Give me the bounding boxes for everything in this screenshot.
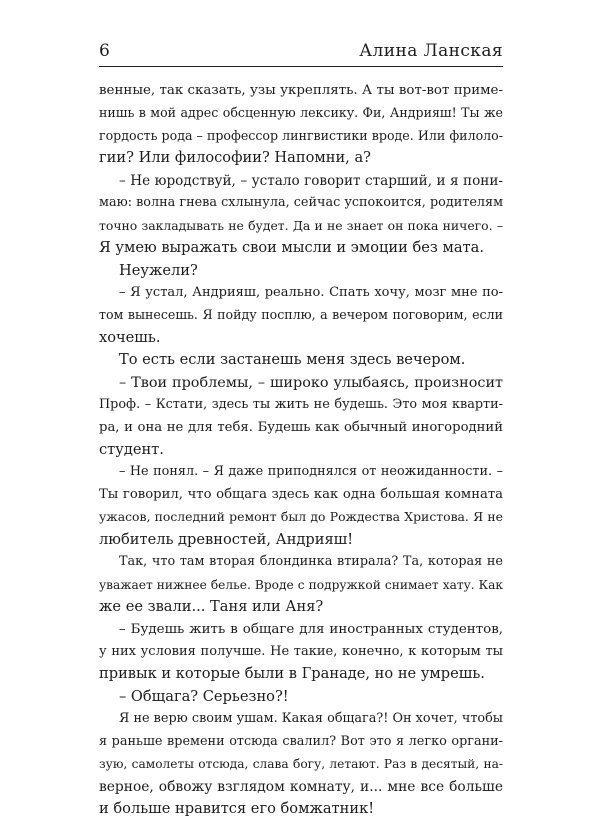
text-line: и больше нравится его бомжатник! xyxy=(99,800,375,817)
text-line: том вынесешь. Я пойду посплю, а вечером поговорим, если xyxy=(99,307,503,323)
text-line: маю: волна гнева схлынула, сейчас успокоится, родителям xyxy=(99,195,503,211)
running-head-author: Алина Ланская xyxy=(359,41,503,61)
text-line: привык и которые были в Гранаде, но не умрешь. xyxy=(99,665,485,683)
text-line: нишь в мой адрес обсценную лексику. Фи, Андрияш! Ты же xyxy=(99,105,503,121)
text-line: То есть если застанешь меня здесь вечером. xyxy=(119,351,466,369)
text-line: – Не юродствуй, – устало говорит старший, и я пони- xyxy=(119,172,503,189)
text-line: венные, так сказать, узы укреплять. А ты вот-вот приме- xyxy=(99,83,503,98)
text-line: хочешь. xyxy=(99,328,161,346)
text-line: Так, что там вторая блондинка втирала? Та, которая не xyxy=(119,554,503,570)
text-line: – Общага? Серьезно?! xyxy=(119,687,289,705)
text-line: верное, обвожу взглядом комнату, и... мне все больше xyxy=(99,778,503,795)
text-line: зую, самолеты отсюда, слава богу, летают. Раз в десятый, на- xyxy=(99,757,503,772)
text-line: же ее звали... Таня или Аня? xyxy=(99,598,324,616)
text-line: гии? Или философии? Напомни, а? xyxy=(99,149,371,167)
text-line: студент. xyxy=(99,441,164,458)
text-line: точно закладывать не будет. Да и не знает он пока ничего. – xyxy=(99,217,503,233)
text-line: гордость рода – профессор лингвистики вроде. Или филоло- xyxy=(99,127,503,143)
body-text xyxy=(99,80,503,820)
text-line: уважает нижнее белье. Вроде с подружкой снимает хату. Как xyxy=(99,577,503,592)
text-line: любитель древностей, Андрияш! xyxy=(99,530,354,548)
text-line: – Твои проблемы, – широко улыбаясь, произносит xyxy=(119,374,503,391)
running-header xyxy=(99,40,503,67)
text-line: Проф. – Кстати, здесь ты жить не будешь. Это моя кварти- xyxy=(99,397,503,413)
text-line: Ты говорил, что общага здесь как одна большая комната xyxy=(99,486,503,502)
text-line: – Не понял. – Я даже приподнялся от неожиданности. – xyxy=(119,464,503,480)
text-line: я раньше времени отсюда свалил? Вот это я легко органи- xyxy=(99,733,503,749)
text-line: у них условия получше. Не такие, конечно, к которым ты xyxy=(99,643,503,659)
text-line: – Будешь жить в общаге для иностранных студентов, xyxy=(119,621,503,637)
text-line: Я умею выражать свои мысли и эмоции без мата. xyxy=(99,239,484,257)
text-line: ужасов, последний ремонт был до Рождества Христова. Я не xyxy=(99,509,503,525)
text-line: Я не верю своим ушам. Какая общага?! Он хочет, чтобы xyxy=(119,711,503,727)
page-number: 6 xyxy=(99,41,111,61)
text-line: – Я устал, Андрияш, реально. Спать хочу, мозг мне по- xyxy=(119,284,503,300)
text-line: Неужели? xyxy=(119,261,198,279)
text-line: ра, и она не для тебя. Будешь как обычный иногородний xyxy=(99,419,503,435)
